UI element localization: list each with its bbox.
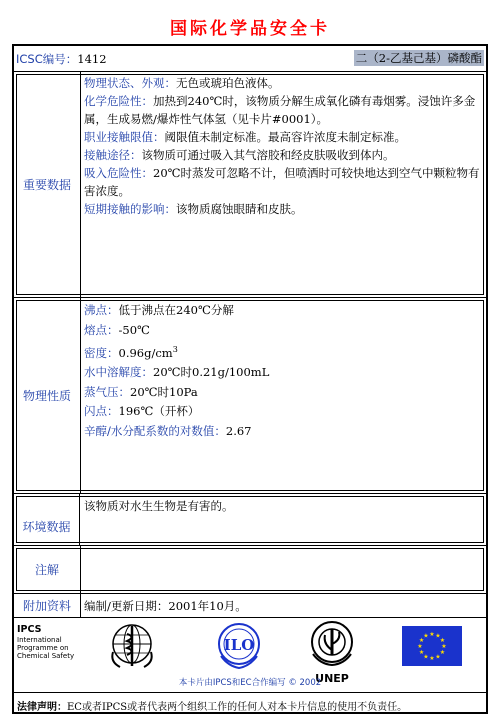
ipcs-line1: International [17, 636, 62, 644]
important-data-content [84, 74, 482, 218]
environment-label: 环境数据 [14, 494, 80, 545]
legal-label: 法律声明： [17, 702, 67, 713]
svg-text:★: ★ [423, 653, 429, 661]
prop-key: 密度： [84, 345, 119, 360]
section-frame [16, 548, 484, 591]
item-value: 阈限值未制定标准。最高容许浓度未制定标准。 [164, 130, 406, 144]
prop-key: 闪点： [84, 404, 119, 419]
prop-value: 20℃时10Pa [130, 384, 198, 399]
prop-value: 196℃（开杯） [118, 404, 200, 419]
unep-label: UNEP [315, 672, 349, 685]
item-value: 20℃时蒸发可忽略不计，但喷洒时可较快地达到空气中颗粒物有害浓度。 [84, 166, 480, 198]
additional-label: 附加资料 [14, 594, 81, 617]
prop-flash-point [84, 402, 482, 422]
chemical-name: 二（2-乙基己基）磷酸酯 [355, 51, 482, 65]
ipcs-block [17, 624, 74, 660]
environment-content: 该物质对水生生物是有害的。 [84, 499, 234, 513]
item-chemical-hazard [84, 92, 482, 128]
svg-text:★: ★ [429, 655, 435, 662]
item-key: 接触途径： [84, 148, 142, 162]
prop-key: 蒸气压： [84, 384, 130, 399]
additional-content: 编制/更新日期：2001年10月。 [84, 599, 247, 613]
prop-value: 20℃时0.21g/100mL [153, 365, 270, 380]
svg-text:★: ★ [441, 643, 447, 650]
svg-text:★: ★ [439, 649, 446, 656]
ipcs-abbr: IPCS [17, 624, 42, 635]
density-exponent: 3 [172, 345, 178, 354]
item-key: 物理状态、外观： [84, 76, 176, 90]
ipcs-line3: Chemical Safety [17, 652, 75, 660]
svg-text:★: ★ [429, 631, 435, 638]
item-key: 短期接触的影响： [84, 202, 176, 216]
item-exposure-routes [84, 146, 482, 164]
item-exposure-limits [84, 128, 482, 146]
notes-section [14, 546, 486, 594]
item-inhalation-risk [84, 164, 482, 200]
eu-flag-icon [402, 626, 462, 666]
svg-text:★: ★ [417, 643, 423, 650]
safety-card [12, 44, 488, 714]
item-key: 吸入危险性： [84, 166, 153, 180]
additional-section [14, 594, 486, 618]
physical-properties-content [84, 301, 482, 441]
prop-key: 水中溶解度： [84, 365, 153, 380]
physical-properties-label: 物理性质 [14, 298, 81, 493]
prop-boiling-point [84, 301, 482, 321]
prop-log-kow [84, 422, 482, 442]
svg-text:★: ★ [418, 637, 425, 644]
item-value: 该物质可通过吸入其气溶胶和经皮肤吸收到体内。 [141, 148, 395, 162]
page-title: 国际化学品安全卡 [170, 19, 330, 39]
svg-text:★: ★ [418, 649, 425, 656]
legal-text: EC或者IPCS或者代表两个组织工作的任何人对本卡片信息的使用不负责任。 [67, 702, 408, 713]
item-short-term-effects [84, 200, 482, 218]
ipcs-line2: Programme on [17, 644, 69, 652]
prop-water-solubility [84, 363, 482, 383]
svg-text:★: ★ [435, 632, 441, 640]
important-data-label: 重要数据 [14, 72, 81, 297]
prop-density [84, 340, 482, 363]
svg-text:ILO: ILO [223, 636, 255, 654]
prop-vapor-pressure [84, 383, 482, 403]
item-key: 职业接触限值： [84, 130, 165, 144]
prop-value: 低于沸点在240℃分解 [118, 303, 234, 317]
legal-notice [17, 698, 407, 713]
svg-text:★: ★ [435, 653, 441, 661]
item-value: 该物质腐蚀眼睛和皮肤。 [176, 202, 303, 216]
credit-line: 本卡片由IPCS和EC合作编写 © 2002 [178, 678, 322, 688]
icsc-label: ICSC编号： [16, 52, 78, 66]
who-logo-icon [110, 622, 154, 670]
logo-row [14, 618, 486, 693]
item-value: 无色或琥珀色液体。 [176, 76, 280, 90]
icsc-number: 1412 [77, 52, 107, 66]
svg-text:★: ★ [439, 637, 446, 644]
prop-key: 熔点： [84, 322, 119, 337]
prop-value: 2.67 [225, 423, 252, 438]
notes-label: 注解 [14, 546, 81, 593]
important-data-section [14, 72, 486, 298]
prop-melting-point [84, 321, 482, 341]
environment-section [14, 494, 486, 546]
icsc-id [16, 51, 107, 67]
prop-key: 沸点： [84, 303, 119, 317]
prop-key: 辛醇/水分配系数的对数值： [84, 423, 226, 438]
ilo-logo-icon [216, 622, 262, 670]
prop-value: -50℃ [118, 322, 150, 337]
svg-text:★: ★ [423, 632, 429, 640]
prop-value: 0.96g/cm [118, 345, 173, 360]
item-key: 化学危险性： [84, 94, 153, 108]
item-appearance [84, 74, 482, 92]
item-value: 加热到240℃时，该物质分解生成氧化磷有毒烟雾。浸蚀许多金属，生成易燃/爆炸性气体氢（见卡片#0001）。 [84, 94, 476, 126]
icsc-row [14, 46, 486, 72]
physical-properties-section [14, 298, 486, 494]
